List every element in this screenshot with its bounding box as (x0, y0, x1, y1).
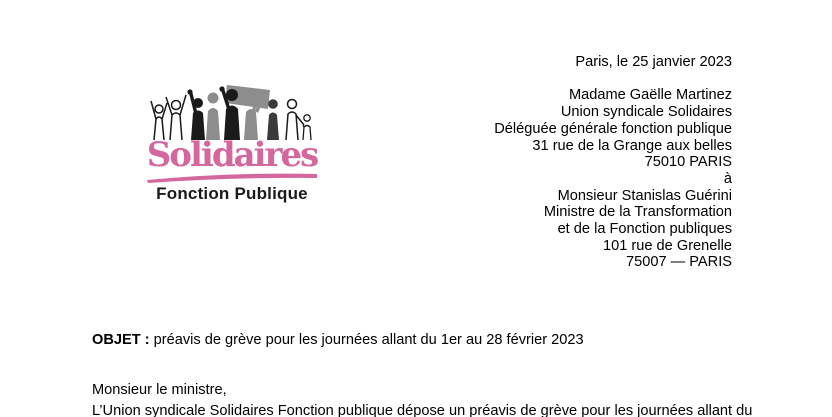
subject-line (92, 332, 584, 348)
recipient-line: Ministre de la Transformation (543, 204, 732, 221)
salutation: Monsieur le ministre, (92, 382, 227, 398)
recipient-line: Union syndicale Solidaires (560, 104, 732, 121)
spacer (494, 71, 732, 88)
recipient-line: Madame Gaëlle Martinez (568, 87, 732, 104)
recipient-line: 31 rue de la Grange aux belles (532, 137, 732, 154)
recipient-line: Monsieur Stanislas Guérini (557, 187, 732, 204)
recipient-block (494, 54, 732, 271)
recipient-line: 101 rue de Grenelle (603, 237, 732, 254)
recipient-line: Déléguée générale fonction publique (494, 120, 732, 137)
recipient-line: et de la Fonction publiques (557, 221, 732, 238)
paragraph-first-line: L’Union syndicale Solidaires Fonction publique dépose un préavis de grève pour les journées allant du (92, 403, 753, 417)
subject-text: préavis de grève pour les journées allant du 1er au 28 février 2023 (153, 332, 584, 348)
recipient-line: 75007 — PARIS (626, 254, 732, 271)
subject-label: OBJET : (92, 332, 150, 348)
logo-subtitle: Fonction Publique (156, 184, 308, 203)
date-line: Paris, le 25 janvier 2023 (575, 54, 732, 70)
solidaires-logo (146, 84, 318, 204)
recipient-line: 75010 PARIS (644, 154, 732, 171)
recipient-line: à (723, 170, 732, 187)
logo-title: Solidaires (146, 135, 318, 175)
crowd-demonstrators-icon (148, 84, 316, 142)
